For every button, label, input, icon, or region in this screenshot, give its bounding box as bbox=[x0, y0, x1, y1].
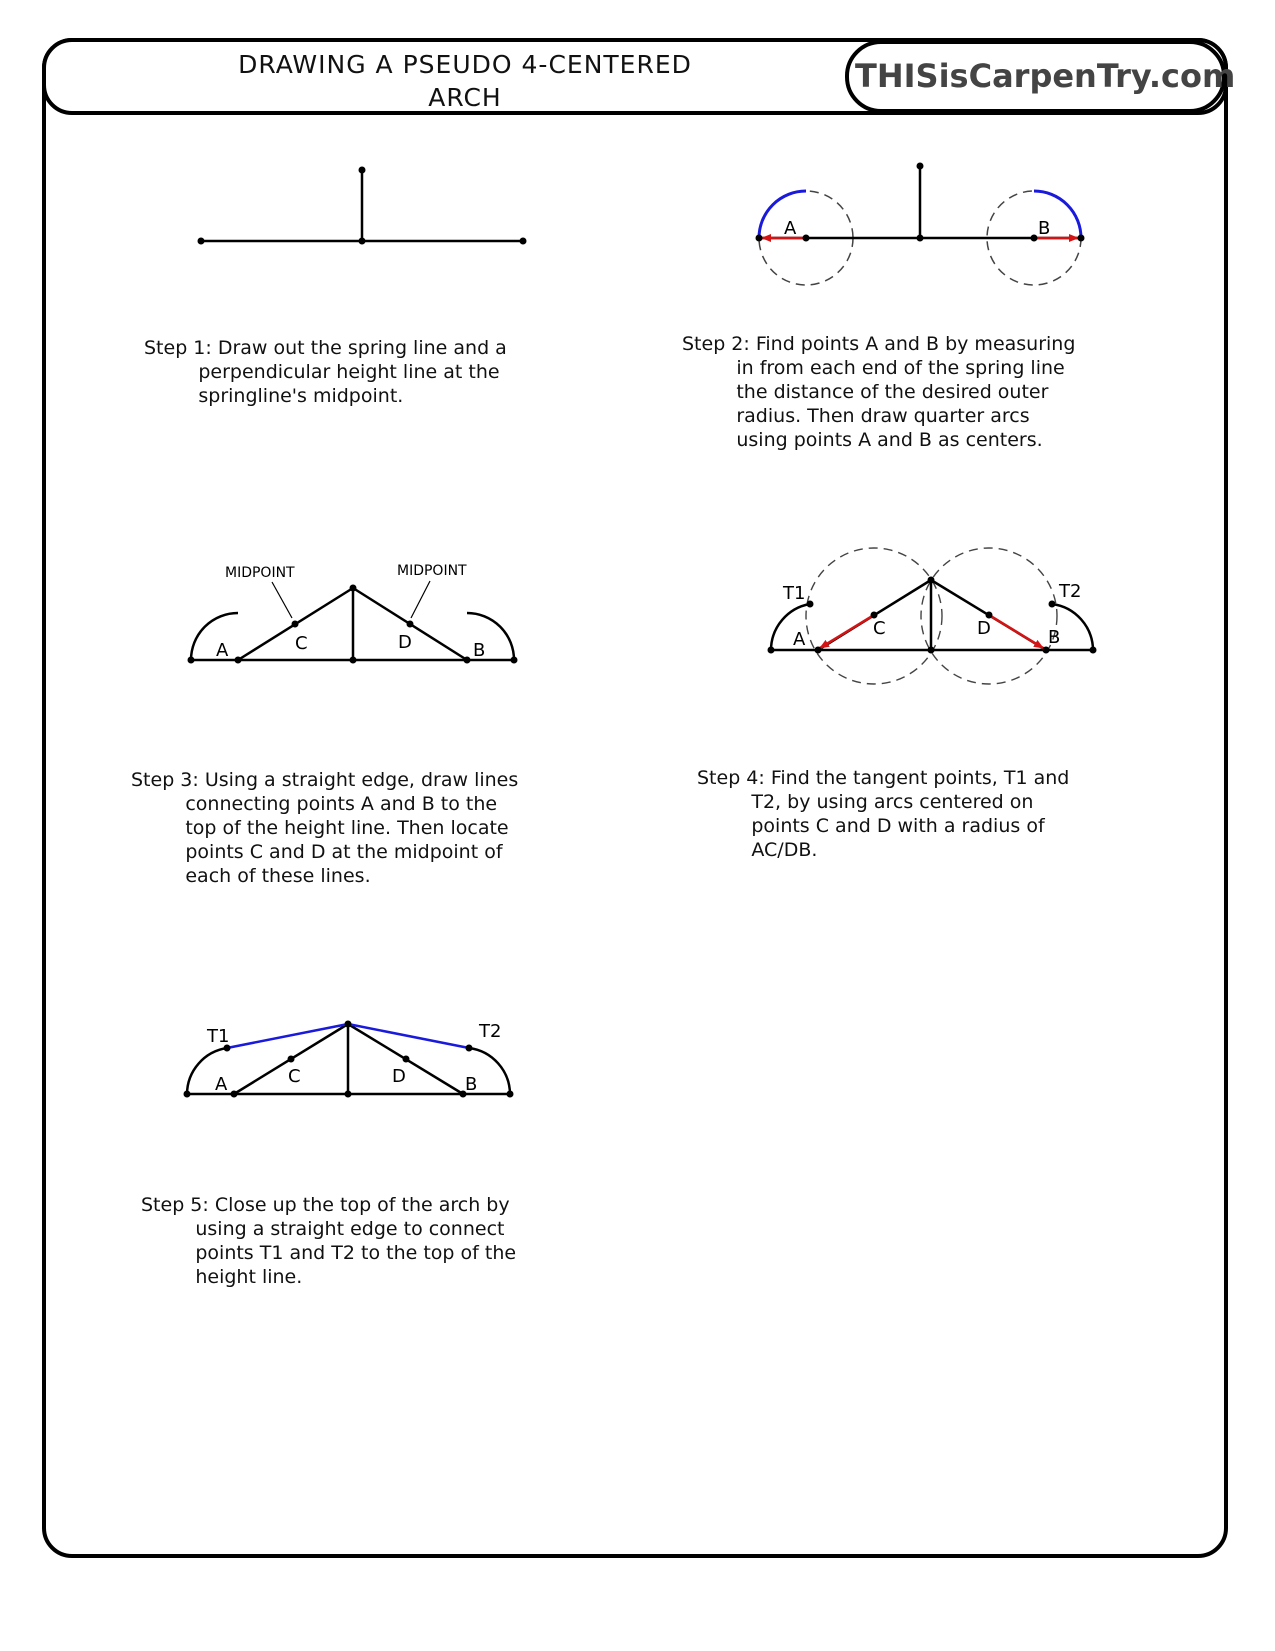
point-t1 bbox=[807, 601, 814, 608]
point-c bbox=[288, 1056, 295, 1063]
label-a: A bbox=[793, 629, 806, 650]
point bbox=[520, 238, 527, 245]
point bbox=[345, 1091, 352, 1098]
point bbox=[184, 1091, 191, 1098]
point bbox=[511, 657, 518, 664]
figure-step3 bbox=[188, 563, 518, 664]
point bbox=[768, 647, 775, 654]
point-c bbox=[292, 621, 299, 628]
label-c: C bbox=[295, 633, 308, 654]
point-d bbox=[407, 621, 414, 628]
label-b: B bbox=[1048, 627, 1061, 648]
point bbox=[507, 1091, 514, 1098]
title-line-2: ARCH bbox=[428, 83, 502, 112]
step3-text: Step 3: Using a straight edge, draw lines connecting points A and B to the top of the height line. Then locate points C and D at the midpoint of each of these lines. bbox=[131, 769, 519, 887]
point-top bbox=[345, 1021, 352, 1028]
point-a bbox=[803, 235, 810, 242]
label-d: D bbox=[977, 618, 991, 639]
quarter-arc-a bbox=[191, 613, 238, 660]
step4-text: Step 4: Find the tangent points, T1 and T2, by using arcs centered on points C and D with a radius of AC/DB. bbox=[697, 767, 1070, 861]
point-d bbox=[403, 1056, 410, 1063]
figure-step4 bbox=[768, 548, 1097, 684]
point-t2 bbox=[466, 1045, 473, 1052]
label-t1: T1 bbox=[207, 1026, 230, 1047]
point bbox=[917, 163, 924, 170]
point bbox=[1090, 647, 1097, 654]
step5-text: Step 5: Close up the top of the arch by using a straight edge to connect points T1 and T2 to the top of the height line. bbox=[141, 1194, 517, 1288]
point-b bbox=[464, 657, 471, 664]
label-c: C bbox=[288, 1066, 301, 1087]
point bbox=[359, 167, 366, 174]
label-t1: T1 bbox=[783, 583, 806, 604]
label-d: D bbox=[398, 632, 412, 653]
figure-step5 bbox=[184, 1021, 514, 1098]
point bbox=[928, 647, 935, 654]
label-b: B bbox=[465, 1074, 478, 1095]
label-midpoint-c: MIDPOINT bbox=[225, 565, 295, 581]
point bbox=[1078, 235, 1085, 242]
title-line-1: DRAWING A PSEUDO 4-CENTERED bbox=[238, 50, 692, 79]
point-a bbox=[231, 1091, 238, 1098]
midpoint-leader-c bbox=[272, 582, 292, 618]
point-top bbox=[350, 585, 357, 592]
point bbox=[350, 657, 357, 664]
step1-text: Step 1: Draw out the spring line and a perpendicular height line at the springline's midpoint. bbox=[144, 337, 507, 407]
point-b bbox=[1031, 235, 1038, 242]
point-t2 bbox=[1049, 601, 1056, 608]
point bbox=[188, 657, 195, 664]
point bbox=[198, 238, 205, 245]
step2-text: Step 2: Find points A and B by measuring in from each end of the spring line the distance of the desired outer radius. Then draw quarter arcs using points A and B as centers. bbox=[682, 333, 1076, 451]
point bbox=[359, 238, 366, 245]
label-midpoint-d: MIDPOINT bbox=[397, 563, 467, 579]
point bbox=[756, 235, 763, 242]
label-t2: T2 bbox=[1059, 581, 1082, 602]
label-d: D bbox=[392, 1066, 406, 1087]
figure-step1 bbox=[201, 170, 523, 241]
midpoint-leader-d bbox=[411, 581, 430, 618]
point-a bbox=[235, 657, 242, 664]
point-top bbox=[928, 577, 935, 584]
label-c: C bbox=[873, 618, 886, 639]
label-a: A bbox=[215, 1074, 228, 1095]
label-t2: T2 bbox=[479, 1021, 502, 1042]
radius-arrow-d bbox=[989, 615, 1043, 648]
point bbox=[917, 235, 924, 242]
point-a bbox=[815, 647, 822, 654]
figure-step2 bbox=[756, 163, 1085, 286]
label-a: A bbox=[216, 640, 229, 661]
label-b: B bbox=[1038, 218, 1051, 239]
quarter-arc-a bbox=[759, 191, 806, 238]
brand-logo-text: THISisCarpenTry.com bbox=[855, 57, 1236, 95]
label-b: B bbox=[473, 640, 486, 661]
radius-arrow-c bbox=[820, 615, 874, 648]
label-a: A bbox=[784, 218, 797, 239]
